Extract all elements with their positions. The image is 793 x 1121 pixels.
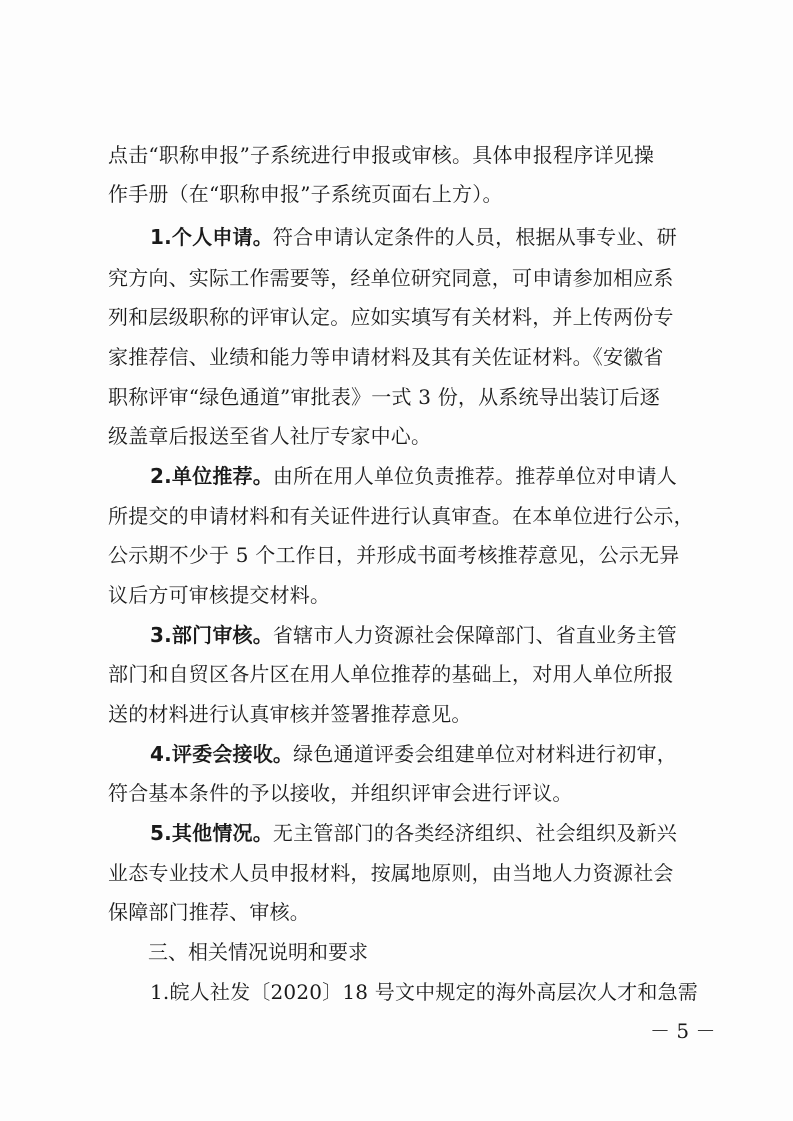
- text-line: [0, 299, 793, 335]
- line-text: 符合申请认定条件的人员，根据从事专业、研: [272, 225, 677, 249]
- text-line: [0, 696, 793, 732]
- line-text: 由所在用人单位负责推荐。推荐单位对申请人: [272, 464, 677, 488]
- item-heading: 3.部门审核。: [150, 623, 273, 647]
- text-line: [0, 577, 793, 613]
- line-text: 究方向、实际工作需要等，经单位研究同意，可申请参加相应系: [108, 266, 674, 290]
- item-heading: 5.其他情况。: [150, 821, 273, 845]
- text-line: [0, 379, 793, 415]
- line-text: 点击“职称申报”子系统进行申报或审核。具体申报程序详见操: [108, 143, 655, 167]
- page-number: － 5 －: [650, 1019, 716, 1043]
- line-text: 部门和自贸区各片区在用人单位推荐的基础上，对用人单位所报: [108, 662, 674, 686]
- line-text: 列和层级职称的评审认定。应如实填写有关材料，并上传两份专: [108, 305, 674, 329]
- line-text: 1.皖人社发〔2020〕18 号文中规定的海外高层次人才和急需: [150, 980, 698, 1004]
- line-text: 无主管部门的各类经济组织、社会组织及新兴: [272, 821, 677, 845]
- line-text: 绿色通道评委会组建单位对材料进行初审，: [293, 742, 677, 766]
- text-line: [0, 974, 793, 1010]
- text-line: [0, 736, 793, 772]
- text-line: [0, 176, 793, 212]
- text-line: [0, 815, 793, 851]
- line-text: 公示期不少于 5 个工作日，并形成书面考核推荐意见，公示无异: [108, 543, 680, 567]
- text-line: [0, 537, 793, 573]
- text-line: [0, 418, 793, 454]
- item-heading: 1.个人申请。: [150, 225, 273, 249]
- line-text: 业态专业技术人员申报材料，按属地原则，由当地人力资源社会: [108, 861, 674, 885]
- line-text: 送的材料进行认真审核并签署推荐意见。: [108, 702, 472, 726]
- text-line: [0, 219, 793, 255]
- line-text: 级盖章后报送至省人社厅专家中心。: [108, 424, 432, 448]
- line-text: 符合基本条件的予以接收，并组织评审会进行评议。: [108, 781, 573, 805]
- text-line: [0, 260, 793, 296]
- text-line: [0, 894, 793, 930]
- line-text: 职称评审“绿色通道”审批表》一式 3 份，从系统导出装订后逐: [108, 385, 660, 409]
- section-title: 三、相关情况说明和要求: [148, 940, 368, 964]
- line-text: 所提交的申请材料和有关证件进行认真审查。在本单位进行公示，: [108, 504, 694, 528]
- line-text: 议后方可审核提交材料。: [108, 583, 331, 607]
- text-line: [0, 137, 793, 173]
- text-line: [0, 458, 793, 494]
- text-line: [0, 339, 793, 375]
- text-line: [0, 498, 793, 534]
- line-text: 作手册（在“职称申报”子系统页面右上方）。: [108, 182, 503, 206]
- line-text: 省辖市人力资源社会保障部门、省直业务主管: [272, 623, 677, 647]
- text-line: [0, 855, 793, 891]
- item-heading: 2.单位推荐。: [150, 464, 273, 488]
- line-text: 家推荐信、业绩和能力等申请材料及其有关佐证材料。《安徽省: [108, 345, 664, 369]
- text-line: [0, 656, 793, 692]
- item-heading: 4.评委会接收。: [150, 742, 294, 766]
- line-text: 保障部门推荐、审核。: [108, 900, 310, 924]
- text-line: [0, 775, 793, 811]
- text-line: [0, 617, 793, 653]
